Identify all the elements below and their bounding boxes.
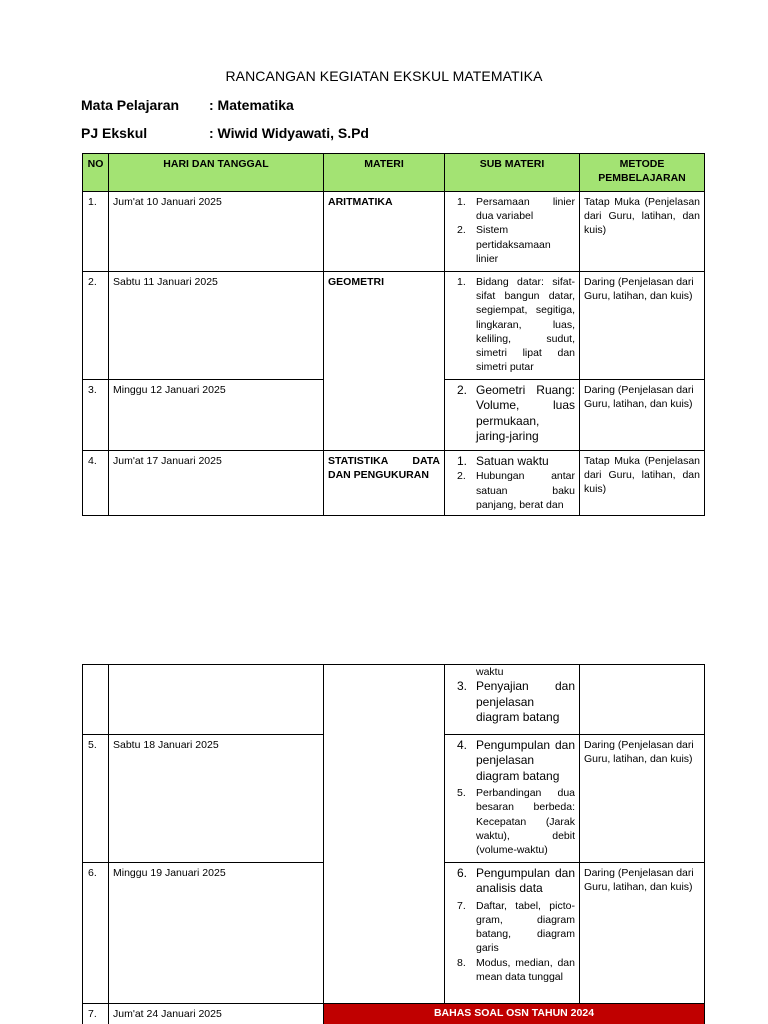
header-sub-materi: SUB MATERI xyxy=(445,154,580,192)
meta-subject xyxy=(81,97,294,113)
list-item: 1. Bidang datar: sifat-sifat bangun datar, segiempat, segitiga, lingkaran, luas, keliling, sudut, simetri lipat dan simetri putar xyxy=(457,276,575,374)
list-item: 4. Pengumpulan dan penjelasan diagram batang xyxy=(457,738,575,783)
row-date: Jum'at 24 Januari 2025 xyxy=(109,1004,324,1024)
row-materi: GEOMETRI xyxy=(324,272,445,451)
table-row xyxy=(83,451,705,516)
row-sub-materi xyxy=(445,380,580,451)
osn-banner: BAHAS SOAL OSN TAHUN 2024 xyxy=(324,1004,705,1024)
list-item: 1. Satuan waktu xyxy=(457,454,549,468)
list-item: 3. Penyajian dan penjelasan diagram batang xyxy=(457,679,575,725)
row-sub-materi xyxy=(445,451,580,516)
list-item: 1. Persamaan linier dua variabel xyxy=(457,196,575,223)
row-metode: Daring (Penjelasan dari Guru, latihan, dan kuis) xyxy=(580,863,705,1004)
row-sub-materi xyxy=(445,735,580,863)
row-date: Jum'at 10 Januari 2025 xyxy=(109,192,324,272)
row-sub-materi xyxy=(445,665,580,735)
table-row xyxy=(83,1004,705,1024)
list-item: 6. Pengumpulan dan analisis data xyxy=(457,866,575,896)
row-no: 6. xyxy=(83,863,109,1004)
row-no: 2. xyxy=(83,272,109,380)
continuation-text: waktu xyxy=(476,666,504,678)
row-materi: ARITMATIKA xyxy=(324,192,445,272)
list-item: 5. Perbandingan dua besaran berbeda: Kecepatan (Jarak waktu), debit (volume-waktu) xyxy=(457,787,575,857)
list-item: 2. Sistem pertidaksamaan linier xyxy=(457,224,551,265)
meta-subject-label: Mata Pelajaran xyxy=(81,97,180,113)
row-sub-materi xyxy=(445,272,580,380)
document-title: RANCANGAN KEGIATAN EKSKUL MATEMATIKA xyxy=(225,68,543,84)
row-no: 4. xyxy=(83,451,109,516)
table-header-row xyxy=(83,154,705,192)
row-materi xyxy=(324,665,445,1004)
row-date: Minggu 12 Januari 2025 xyxy=(109,380,324,451)
row-metode: Tatap Muka (Penjelasan dari Guru, latihan, dan kuis) xyxy=(580,451,705,516)
meta-subject-value: : Matematika xyxy=(209,97,294,113)
header-materi: MATERI xyxy=(324,154,445,192)
row-no: 7. xyxy=(83,1004,109,1024)
row-metode: Daring (Penjelasan dari Guru, latihan, dan kuis) xyxy=(580,272,705,380)
schedule-table xyxy=(82,153,705,516)
table-row xyxy=(83,665,705,735)
row-date: Minggu 19 Januari 2025 xyxy=(109,863,324,1004)
row-no xyxy=(83,665,109,735)
row-materi: STATISTIKA DATA DAN PENGUKURAN xyxy=(324,451,445,516)
meta-pj-value: : Wiwid Widyawati, S.Pd xyxy=(209,125,369,141)
table-row xyxy=(83,192,705,272)
header-hari: HARI DAN TANGGAL xyxy=(109,154,324,192)
row-no: 5. xyxy=(83,735,109,863)
list-item: 8. Modus, median, dan mean data tunggal xyxy=(457,956,575,983)
row-metode: Tatap Muka (Penjelasan dari Guru, latihan, dan kuis) xyxy=(580,192,705,272)
row-date: Sabtu 18 Januari 2025 xyxy=(109,735,324,863)
header-no: NO xyxy=(83,154,109,192)
schedule-table-continued xyxy=(82,664,705,1024)
meta-pj-label: PJ Ekskul xyxy=(81,125,148,141)
row-date: Sabtu 11 Januari 2025 xyxy=(109,272,324,380)
header-metode: METODE PEMBELAJARAN xyxy=(580,154,705,192)
row-date xyxy=(109,665,324,735)
row-metode xyxy=(580,665,705,735)
row-metode: Daring (Penjelasan dari Guru, latihan, dan kuis) xyxy=(580,735,705,863)
row-metode: Daring (Penjelasan dari Guru, latihan, dan kuis) xyxy=(580,380,705,451)
row-no: 1. xyxy=(83,192,109,272)
row-date: Jum'at 17 Januari 2025 xyxy=(109,451,324,516)
meta-pj xyxy=(81,125,369,141)
row-sub-materi xyxy=(445,192,580,272)
list-item: 2. Hubungan antar satuan baku panjang, berat dan xyxy=(457,470,575,511)
row-sub-materi xyxy=(445,863,580,1004)
table-row xyxy=(83,272,705,380)
row-no: 3. xyxy=(83,380,109,451)
list-item: 2. Geometri Ruang: Volume, luas permukaan, jaring-jaring xyxy=(457,383,575,444)
list-item: 7. Daftar, tabel, picto-gram, diagram batang, diagram garis xyxy=(457,899,575,955)
